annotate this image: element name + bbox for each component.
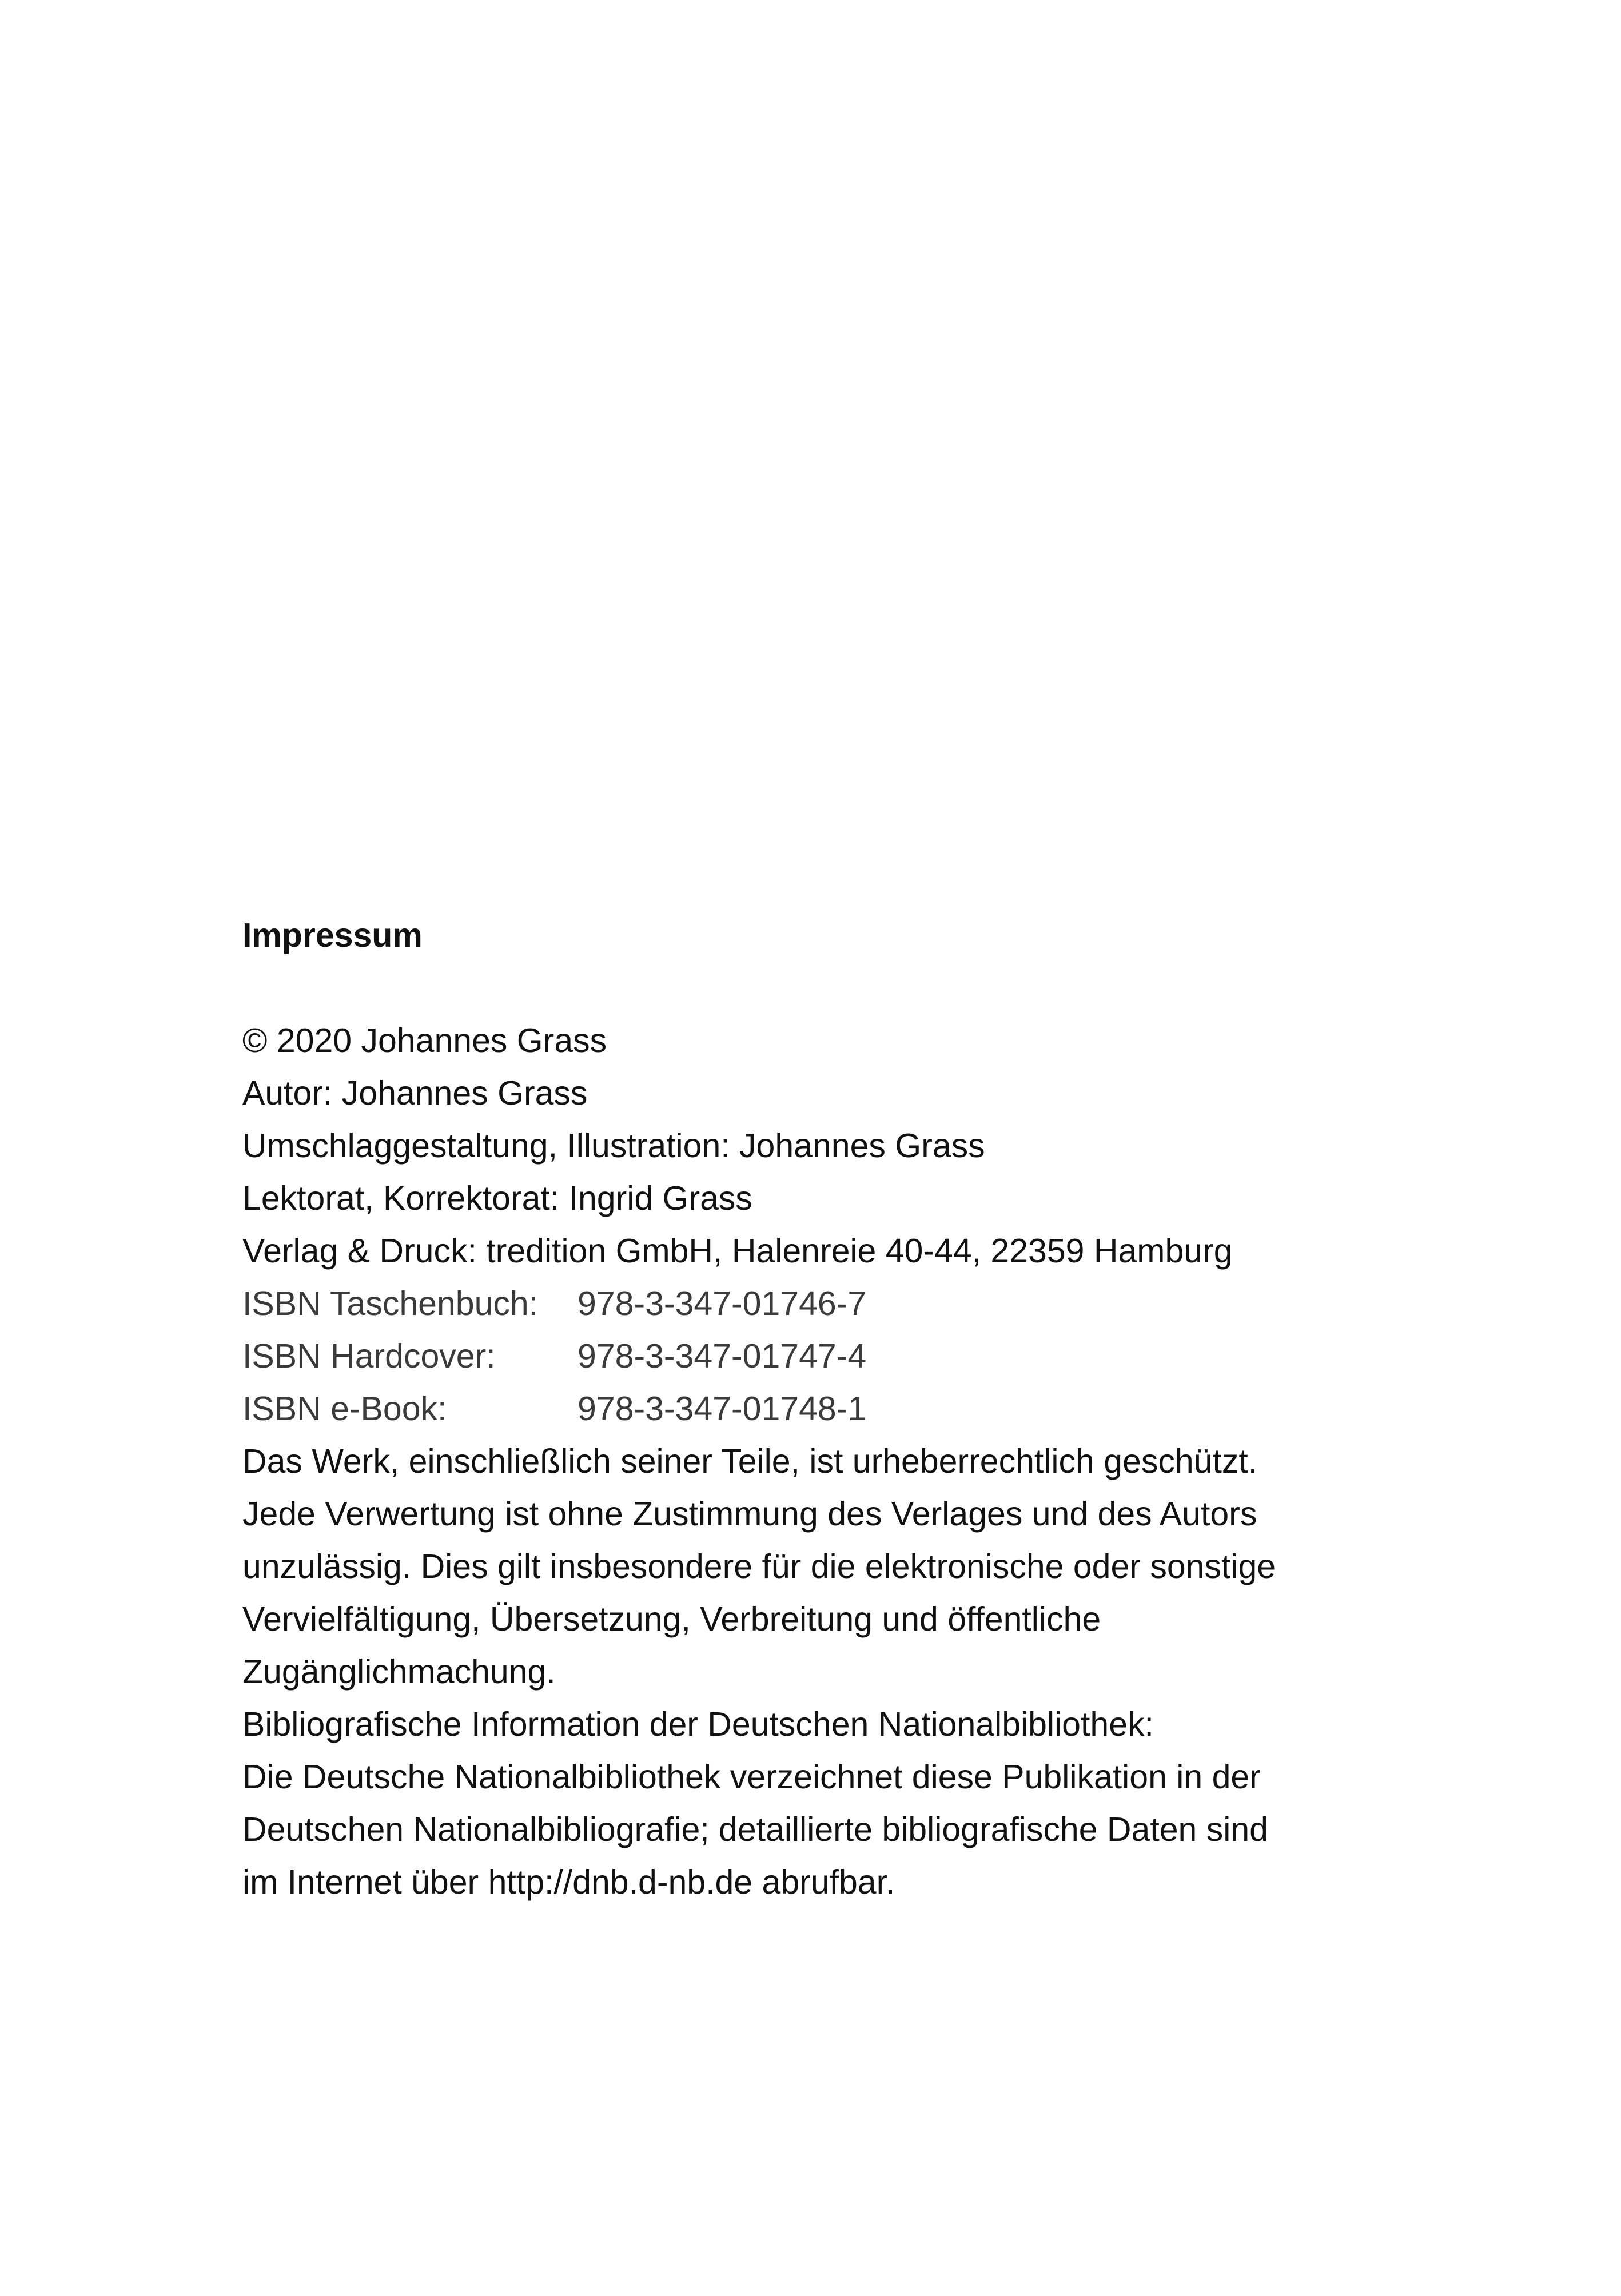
editing-line: Lektorat, Korrektorat: Ingrid Grass (242, 1179, 752, 1217)
imprint-heading: Impressum (242, 916, 423, 954)
copyright-line: © 2020 Johannes Grass (242, 1022, 607, 1059)
isbn-value: 978-3-347-01746-7 (577, 1285, 867, 1322)
cover-design-line: Umschlaggestaltung, Illustration: Johannes Grass (242, 1127, 985, 1165)
dnb-line: Die Deutsche Nationalbibliothek verzeichnet diese Publikation in der (242, 1758, 1261, 1796)
rights-line: Zugänglichmachung. (242, 1653, 556, 1691)
rights-line: Vervielfältigung, Übersetzung, Verbreitung und öffentliche (242, 1600, 1101, 1638)
isbn-paperback-line (242, 1277, 1500, 1330)
dnb-line: Bibliografische Information der Deutschen Nationalbibliothek: (242, 1705, 1154, 1743)
rights-line: Jede Verwertung ist ohne Zustimmung des Verlages und des Autors (242, 1495, 1257, 1533)
isbn-label: ISBN Hardcover: (242, 1337, 496, 1375)
publisher-line: Verlag & Druck: tredition GmbH, Halenreie 40-44, 22359 Hamburg (242, 1232, 1233, 1270)
dnb-line: im Internet über http://dnb.d-nb.de abrufbar. (242, 1863, 895, 1901)
imprint-block (242, 909, 1500, 1908)
isbn-label: ISBN Taschenbuch: (242, 1285, 539, 1322)
isbn-value: 978-3-347-01747-4 (577, 1337, 867, 1375)
isbn-ebook-line (242, 1382, 1500, 1435)
isbn-value: 978-3-347-01748-1 (577, 1390, 867, 1428)
author-line: Autor: Johannes Grass (242, 1074, 588, 1112)
rights-line: unzulässig. Dies gilt insbesondere für die elektronische oder sonstige (242, 1548, 1276, 1585)
rights-line: Das Werk, einschließlich seiner Teile, ist urheberrechtlich geschützt. (242, 1442, 1258, 1480)
dnb-line: Deutschen Nationalbibliografie; detaillierte bibliografische Daten sind (242, 1811, 1268, 1848)
isbn-label: ISBN e-Book: (242, 1390, 447, 1428)
isbn-hardcover-line (242, 1330, 1500, 1382)
